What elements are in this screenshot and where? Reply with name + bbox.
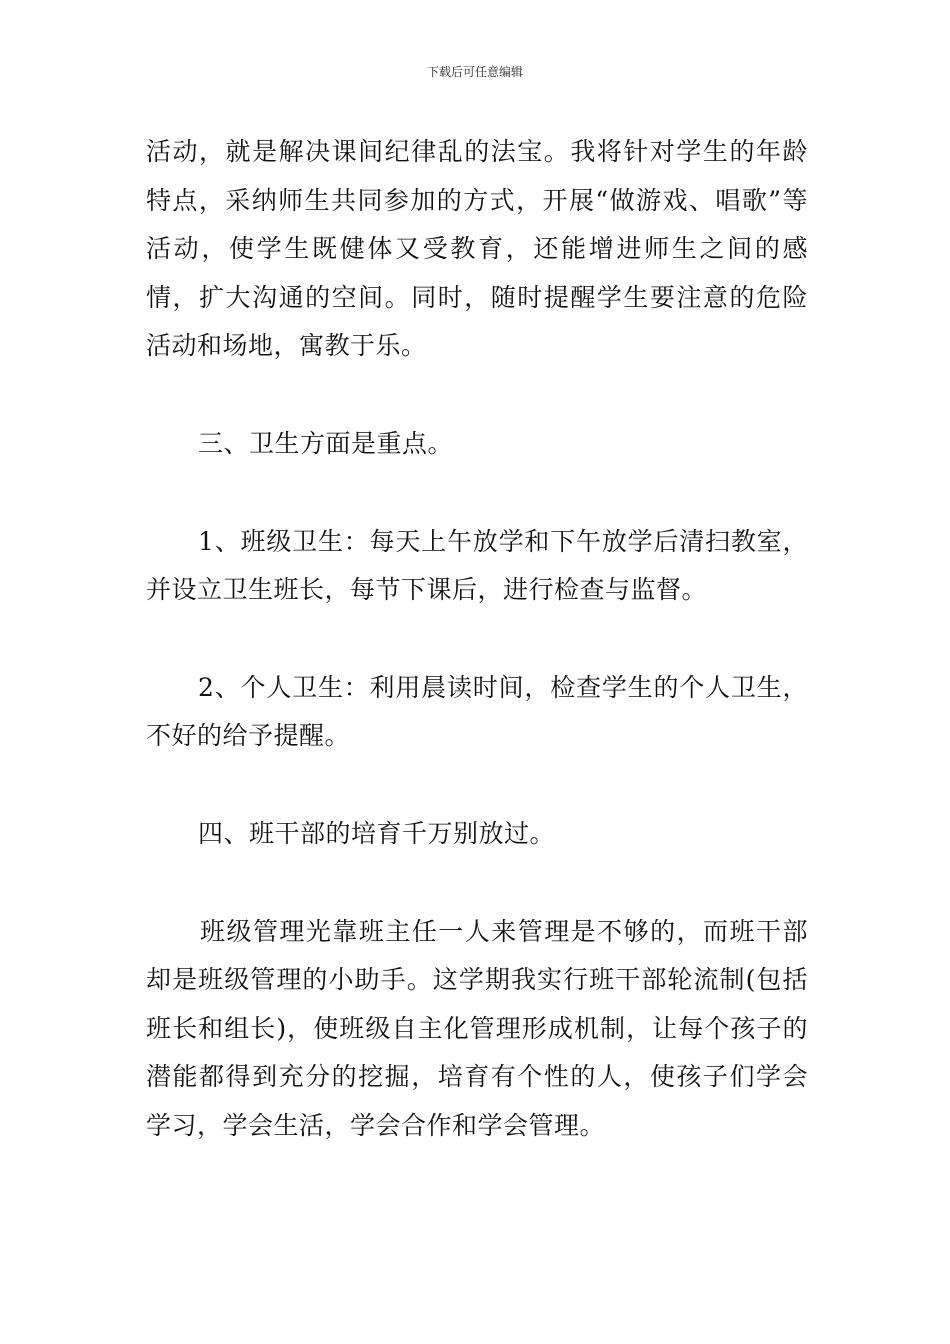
section-heading-class-cadres: 四、班干部的培育千万别放过。: [198, 818, 556, 848]
paragraph-gap: [146, 469, 808, 518]
paragraph-class-hygiene: 1、班级卫生：每天上午放学和下午放学后清扫教室，并设立卫生班长，每节下课后，进行检查与监督。: [146, 526, 808, 605]
paragraph-gap: [146, 761, 808, 810]
paragraph-personal-hygiene: 2、个人卫生：利用晨读时间，检查学生的个人卫生，不好的给予提醒。: [146, 672, 808, 751]
paragraph-gap: [146, 615, 808, 664]
paragraph-gap: [146, 371, 808, 420]
page-header-note: 下载后可任意编辑: [426, 65, 523, 79]
document-body: [146, 128, 808, 1151]
paragraph-class-cadres: 班级管理光靠班主任一人来管理是不够的，而班干部却是班级管理的小助手。这学期我实行班干部轮流制(包括班长和组长)，使班级自主化管理形成机制，让每个孩子的潜能都得到充分的挖掘，培育有个性的人，使孩子们学会学习，学会生活，学会合作和学会管理。: [146, 916, 808, 1140]
paragraph-activities: 活动，就是解决课间纪律乱的法宝。我将针对学生的年龄特点，采纳师生共同参加的方式，开展“做游戏、唱歌”等活动，使学生既健体又受教育，还能增进师生之间的感情，扩大沟通的空间。同时，随时提醒学生要注意的危险活动和场地，寓教于乐。: [146, 137, 808, 361]
section-heading-hygiene: 三、卫生方面是重点。: [198, 428, 454, 458]
paragraph-gap: [146, 859, 808, 908]
